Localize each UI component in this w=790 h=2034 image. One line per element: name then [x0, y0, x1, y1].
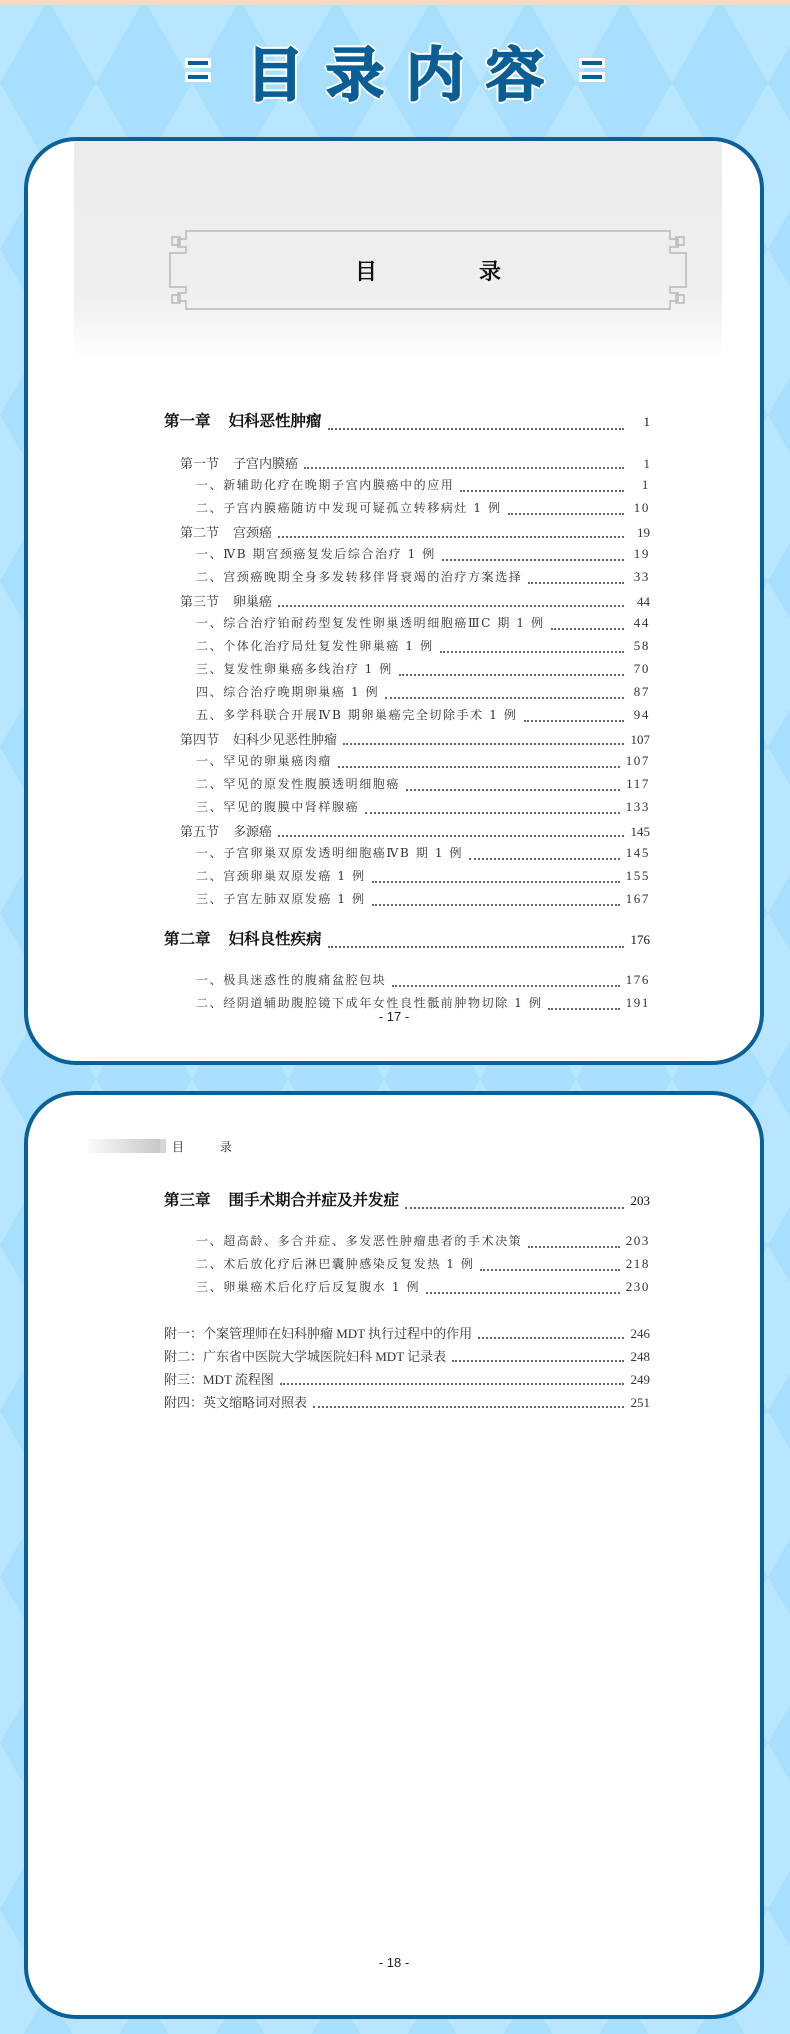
appendix-title: 附四：英文缩略词对照表	[164, 1395, 308, 1410]
toc-item[interactable]	[164, 499, 650, 522]
leader-dots	[478, 1337, 624, 1339]
page-ref: 19	[633, 546, 650, 561]
toc-chapter-2[interactable]	[164, 927, 650, 961]
page-ref: 19	[637, 525, 650, 540]
page-ref: 218	[625, 1256, 650, 1271]
running-head-gradient-bar	[88, 1139, 160, 1153]
item-title: 二、罕见的原发性腹膜透明细胞癌	[196, 777, 401, 791]
leader-dots	[399, 674, 624, 676]
item-title: 四、综合治疗晚期卵巢癌 1 例	[196, 685, 380, 699]
page-ref: 1	[643, 414, 650, 429]
page-ref: 176	[625, 972, 650, 987]
item-title: 一、新辅助化疗在晚期子宫内膜癌中的应用	[196, 478, 455, 492]
toc-item[interactable]	[164, 1232, 650, 1255]
toc-item[interactable]	[164, 1255, 650, 1278]
toc-page-18-card	[24, 1091, 764, 2019]
leader-dots	[452, 1360, 624, 1362]
leader-dots	[372, 904, 620, 906]
toc-item[interactable]	[164, 867, 650, 890]
top-decorative-stripe	[0, 0, 790, 5]
leader-dots	[528, 1246, 619, 1248]
page-ref: 167	[625, 891, 650, 906]
leader-dots	[372, 881, 620, 883]
item-title: 二、术后放化疗后淋巴囊肿感染反复发热 1 例	[196, 1257, 475, 1271]
leader-dots	[365, 812, 619, 814]
page-ref: 249	[630, 1372, 650, 1387]
toc-list-page-18	[164, 1188, 650, 1415]
toc-section[interactable]	[164, 522, 650, 545]
section-title: 子宫内膜癌	[233, 456, 299, 471]
toc-item[interactable]	[164, 798, 650, 821]
toc-item[interactable]	[164, 683, 650, 706]
page-ref: 94	[633, 707, 650, 722]
toc-page-17-card	[24, 137, 764, 1065]
page-ref: 251	[630, 1395, 650, 1410]
leader-dots	[480, 1269, 619, 1271]
toc-chapter-1[interactable]	[164, 409, 650, 443]
leader-dots	[440, 651, 624, 653]
toc-appendix-2[interactable]	[164, 1346, 650, 1369]
page-ref: 246	[630, 1326, 650, 1341]
leader-dots	[469, 858, 620, 860]
toc-item[interactable]	[164, 1278, 650, 1301]
toc-item[interactable]	[164, 706, 650, 729]
chapter-number: 第二章	[164, 930, 211, 948]
page-ref: 117	[626, 776, 650, 791]
page-ref: 44	[633, 615, 650, 630]
leader-dots	[278, 835, 624, 837]
section-number: 第二节	[180, 525, 220, 540]
item-title: 一、超高龄、多合并症、多发恶性肿瘤患者的手术决策	[196, 1234, 523, 1248]
leader-dots	[313, 1406, 624, 1408]
page-ref: 58	[633, 638, 650, 653]
leader-dots	[524, 720, 625, 722]
page-ref: 44	[637, 594, 650, 609]
toc-section[interactable]	[164, 729, 650, 752]
toc-item[interactable]	[164, 545, 650, 568]
leader-dots	[328, 428, 624, 430]
toc-item[interactable]	[164, 614, 650, 637]
leader-dots	[278, 605, 624, 607]
page-ref: 33	[633, 569, 650, 584]
item-title: 三、罕见的腹膜中肾样腺癌	[196, 800, 360, 814]
toc-item[interactable]	[164, 971, 650, 994]
page-ref: 70	[633, 661, 650, 676]
section-title: 多源癌	[233, 824, 273, 839]
section-title: 宫颈癌	[233, 525, 273, 540]
toc-section[interactable]	[164, 821, 650, 844]
item-title: 二、宫颈癌晚期全身多发转移伴肾衰竭的治疗方案选择	[196, 570, 523, 584]
chapter-number: 第一章	[164, 412, 211, 430]
running-head	[88, 1139, 248, 1153]
paper-texture-header	[74, 141, 722, 361]
banner-title	[0, 32, 790, 108]
page-ref: 248	[630, 1349, 650, 1364]
appendix-title: 附二：广东省中医院大学城医院妇科 MDT 记录表	[164, 1349, 447, 1364]
leader-dots	[392, 985, 619, 987]
item-title: 三、子宫左肺双原发癌 1 例	[196, 892, 366, 906]
chapter-number: 第三章	[164, 1191, 211, 1209]
item-title: 二、经阴道辅助腹腔镜下成年女性良性骶前肿物切除 1 例	[196, 996, 543, 1010]
item-title: 一、子宫卵巢双原发透明细胞癌ⅣB 期 1 例	[196, 846, 464, 860]
toc-item[interactable]	[164, 660, 650, 683]
toc-item[interactable]	[164, 844, 650, 867]
toc-item[interactable]	[164, 637, 650, 660]
leader-dots	[278, 536, 624, 538]
equals-decoration-left	[186, 59, 210, 81]
toc-section[interactable]	[164, 591, 650, 614]
toc-item[interactable]	[164, 568, 650, 591]
page-ref: 107	[630, 732, 650, 747]
leader-dots	[460, 490, 624, 492]
toc-appendix-1[interactable]	[164, 1323, 650, 1346]
appendix-title: 附三：MDT 流程图	[164, 1372, 274, 1387]
item-title: 一、综合治疗铂耐药型复发性卵巢透明细胞癌ⅢC 期 1 例	[196, 616, 545, 630]
leader-dots	[280, 1383, 624, 1385]
page-ref: 176	[630, 932, 650, 947]
item-title: 一、ⅣB 期宫颈癌复发后综合治疗 1 例	[196, 547, 436, 561]
page-ref: 145	[630, 824, 650, 839]
leader-dots	[405, 1207, 624, 1209]
item-title: 二、个体化治疗局灶复发性卵巢癌 1 例	[196, 639, 434, 653]
running-head-mark	[160, 1139, 166, 1153]
leader-dots	[385, 697, 624, 699]
leader-dots	[426, 1292, 620, 1294]
toc-item[interactable]	[164, 752, 650, 775]
toc-appendix-3[interactable]	[164, 1369, 650, 1392]
page-ref: 87	[633, 684, 650, 699]
toc-chapter-3[interactable]	[164, 1188, 650, 1222]
toc-appendix-4[interactable]	[164, 1392, 650, 1415]
leader-dots	[328, 946, 624, 948]
toc-section[interactable]	[164, 453, 650, 476]
section-number: 第五节	[180, 824, 220, 839]
chapter-title: 围手术期合并症及并发症	[228, 1191, 400, 1209]
page-ref: 203	[625, 1233, 650, 1248]
page-ref: 107	[625, 753, 650, 768]
toc-item[interactable]	[164, 890, 650, 913]
page-ref: 145	[625, 845, 650, 860]
leader-dots	[442, 559, 624, 561]
page-ref: 10	[633, 500, 650, 515]
section-title: 卵巢癌	[233, 594, 273, 609]
item-title: 一、罕见的卵巢癌肉瘤	[196, 754, 333, 768]
item-title: 三、复发性卵巢癌多线治疗 1 例	[196, 662, 393, 676]
page-ref: 1	[641, 477, 650, 492]
equals-decoration-right	[580, 59, 604, 81]
chapter-title: 妇科良性疾病	[228, 930, 322, 948]
banner-title-text: 目录内容	[245, 41, 566, 109]
item-title: 二、宫颈卵巢双原发癌 1 例	[196, 869, 366, 883]
chapter-title: 妇科恶性肿瘤	[228, 412, 322, 430]
leader-dots	[508, 513, 624, 515]
section-title: 妇科少见恶性肿瘤	[233, 732, 338, 747]
toc-item[interactable]	[164, 775, 650, 798]
item-title: 一、极具迷惑性的腹痛盆腔包块	[196, 973, 387, 987]
leader-dots	[343, 743, 624, 745]
page-number: - 17 -	[378, 1009, 410, 1024]
leader-dots	[304, 467, 624, 469]
ornamental-title-frame	[186, 231, 670, 309]
leader-dots	[338, 766, 620, 768]
item-title: 三、卵巢癌术后化疗后反复腹水 1 例	[196, 1280, 421, 1294]
leader-dots	[406, 789, 620, 791]
page-ref: 1	[643, 456, 650, 471]
page-ref: 191	[625, 995, 650, 1010]
section-number: 第四节	[180, 732, 220, 747]
page-ref: 230	[625, 1279, 650, 1294]
appendix-title: 附一：个案管理师在妇科肿瘤 MDT 执行过程中的作用	[164, 1326, 473, 1341]
toc-item[interactable]	[164, 476, 650, 499]
item-title: 二、子宫内膜癌随访中发现可疑孤立转移病灶 1 例	[196, 501, 502, 515]
toc-header-title: 目 录	[354, 258, 541, 285]
page-number: - 18 -	[378, 1955, 410, 1970]
page-ref: 203	[630, 1193, 650, 1208]
leader-dots	[551, 628, 624, 630]
toc-list-page-17	[164, 409, 650, 1017]
leader-dots	[528, 582, 624, 584]
section-number: 第一节	[180, 456, 220, 471]
item-title: 五、多学科联合开展ⅣB 期卵巢癌完全切除手术 1 例	[196, 708, 518, 722]
running-head-text: 目 录	[172, 1139, 248, 1154]
page-ref: 155	[625, 868, 650, 883]
page-ref: 133	[625, 799, 650, 814]
section-number: 第三节	[180, 594, 220, 609]
